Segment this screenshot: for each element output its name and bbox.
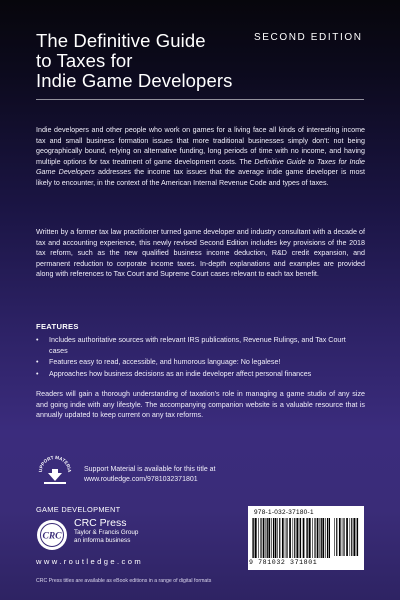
barcode-bar bbox=[279, 518, 280, 558]
barcode-bar bbox=[271, 518, 272, 558]
barcode-bar bbox=[277, 518, 278, 558]
barcode-bar bbox=[336, 518, 337, 556]
barcode-bar bbox=[282, 518, 284, 558]
support-material-text bbox=[84, 465, 216, 484]
barcode-bar bbox=[293, 518, 294, 558]
description-paragraph-2-text: Written by a former tax law practitioner turned game developer and industry consultant with a decade of tax and accounting experience, this newly revised Second Edition includes key provisions of the 2018 tax reform, such as the new qualified business income deduction, R&D credit expansion, and permanent reduction to corporate income taxes. In-depth explanations and examples are provided along with references to Tax Court and Supreme Court cases relevant to each tax benefit. bbox=[36, 228, 365, 279]
barcode-bar bbox=[346, 518, 348, 556]
barcode-bar bbox=[356, 518, 357, 556]
features-list bbox=[36, 335, 365, 380]
edition-label: SECOND EDITION bbox=[254, 32, 363, 43]
barcode-bar bbox=[296, 518, 298, 558]
barcode-bar bbox=[285, 518, 286, 558]
barcode-bar bbox=[357, 518, 358, 556]
barcode-bar bbox=[306, 518, 307, 558]
isbn-barcode-box bbox=[248, 506, 364, 570]
barcode-bar bbox=[322, 518, 324, 558]
barcode-bar bbox=[307, 518, 308, 558]
barcode-bar bbox=[312, 518, 313, 558]
description-paragraph-1 bbox=[36, 125, 365, 189]
title-divider bbox=[36, 99, 364, 100]
barcode-bar bbox=[309, 518, 311, 558]
barcode-main bbox=[252, 518, 330, 560]
feature-item-text: Features easy to read, accessible, and humorous language: No legalese! bbox=[49, 358, 281, 367]
barcode-bar bbox=[289, 518, 291, 558]
support-material-icon bbox=[36, 452, 74, 490]
book-title-line-2: to Taxes for bbox=[36, 50, 133, 71]
barcode-bar bbox=[317, 518, 319, 558]
feature-item bbox=[36, 369, 365, 380]
barcode-bar bbox=[268, 518, 270, 558]
barcode-bar bbox=[327, 518, 328, 558]
support-icon-label: UPPORT MATERIA bbox=[37, 454, 73, 473]
barcode-bar bbox=[339, 518, 341, 556]
description-paragraph-2 bbox=[36, 227, 365, 280]
barcode-bar bbox=[294, 518, 295, 558]
publisher-name: CRC Press bbox=[74, 517, 127, 529]
barcode-bar bbox=[255, 518, 257, 558]
crc-press-logo bbox=[36, 519, 68, 551]
barcode-bar bbox=[286, 518, 287, 558]
publisher-tagline: an informa business bbox=[74, 537, 131, 544]
feature-item bbox=[36, 335, 365, 356]
barcode-bar bbox=[351, 518, 352, 556]
bullet: • bbox=[36, 336, 39, 344]
barcode-bar bbox=[275, 518, 277, 558]
barcode-bar bbox=[266, 518, 267, 558]
barcode-bar bbox=[320, 518, 321, 558]
publisher-block bbox=[74, 517, 138, 545]
barcode-bar bbox=[300, 518, 301, 558]
support-url[interactable]: www.routledge.com/9781032371801 bbox=[84, 475, 198, 483]
description-text-b: addresses the income tax issues that the average indie game developer is most likely to encounter, in the context of the American Internal Revenue Code and types of taxes. bbox=[36, 168, 365, 187]
closing-paragraph bbox=[36, 389, 365, 421]
barcode-bar bbox=[329, 518, 330, 558]
barcode-bar bbox=[325, 518, 326, 558]
ebook-footnote: CRC Press titles are available as eBook editions in a range of digital formats bbox=[36, 578, 212, 584]
closing-paragraph-text: Readers will gain a thorough understanding of taxation's role in managing a game studio of any size and going indie with any lifestyle. The accompanying companion website is a valuable resource that is annually updated to keep current on any tax reforms. bbox=[36, 390, 365, 420]
features-heading: FEATURES bbox=[36, 322, 79, 331]
feature-item-text: Approaches how business decisions as an indie developer affect personal finances bbox=[49, 369, 312, 378]
publisher-website[interactable]: www.routledge.com bbox=[36, 557, 144, 566]
barcode-bar bbox=[303, 518, 305, 558]
barcode-bar bbox=[343, 518, 344, 556]
book-title-line-1: The Definitive Guide bbox=[36, 30, 206, 51]
bullet: • bbox=[36, 369, 39, 378]
barcode-bar bbox=[353, 518, 355, 556]
barcode-bar bbox=[299, 518, 300, 558]
barcode-bar bbox=[260, 518, 261, 558]
category-label: GAME DEVELOPMENT bbox=[36, 505, 121, 514]
barcode-bar bbox=[350, 518, 351, 556]
book-title bbox=[36, 31, 266, 91]
barcode-bar bbox=[334, 518, 335, 556]
barcode-bar bbox=[342, 518, 343, 556]
barcode-bar bbox=[252, 518, 253, 558]
barcode-bar bbox=[321, 518, 322, 558]
publisher-group: Taylor & Francis Group bbox=[74, 529, 139, 536]
barcode-bar bbox=[314, 518, 315, 558]
barcode-bar bbox=[253, 518, 254, 558]
barcode-digits: 9 781032 371801 bbox=[249, 559, 318, 566]
barcode-bar bbox=[263, 518, 265, 558]
crc-logo-text: CRC bbox=[42, 531, 62, 542]
barcode-bar bbox=[267, 518, 268, 558]
description-text-a: Indie developers and other people who work on games for a living face all kinds of interesting income tax and small business formation issues that more traditional businesses simply don't: not being geographically bound, relying on alternative funding, long periods of time with no income, and having multiple options for tax treatment of game development costs. The bbox=[36, 126, 365, 166]
feature-item-text: Includes authoritative sources with relevant IRS publications, Revenue Rulings, and Tax Court cases bbox=[49, 336, 346, 355]
bullet: • bbox=[36, 358, 39, 367]
barcode-bar bbox=[273, 518, 274, 558]
description-book-title-italic: Definitive Guide to Taxes for Indie Game Developers bbox=[36, 157, 365, 177]
barcode-bar bbox=[258, 518, 259, 558]
isbn-number: 978-1-032-37180-1 bbox=[254, 509, 314, 516]
barcode-addon bbox=[334, 518, 360, 556]
feature-item bbox=[36, 357, 365, 368]
book-title-line-3: Indie Game Developers bbox=[36, 70, 233, 91]
support-line-1: Support Material is available for this title at bbox=[84, 466, 216, 473]
